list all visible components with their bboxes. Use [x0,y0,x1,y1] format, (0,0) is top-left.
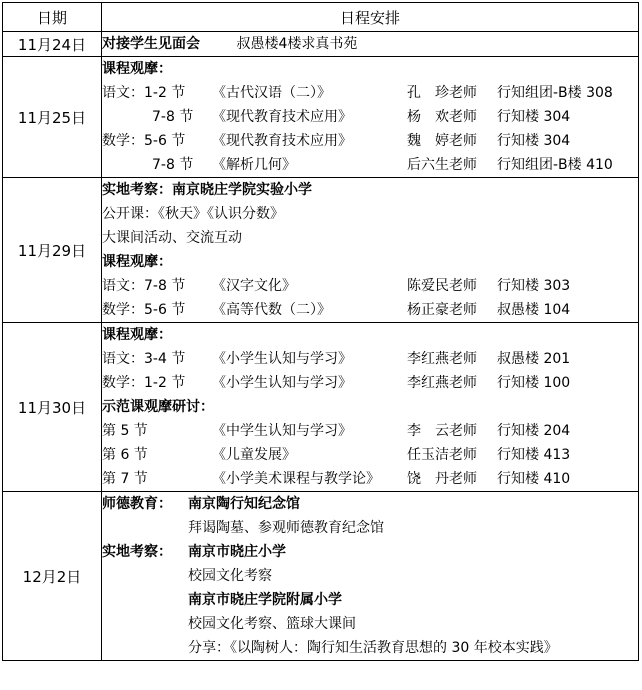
event-title: 对接学生见面会 [102,36,200,52]
section-heading: 示范课观摩研讨： [102,399,214,415]
ethics-place: 南京陶行知纪念馆 [188,496,300,512]
date-cell: 11月30日 [3,323,102,492]
ethics-activity: 拜谒陶墓、参观师德教育纪念馆 [188,520,384,536]
list-item [102,153,638,177]
list-item [102,274,638,298]
course-name: 《小学生认知与学习》 [212,375,352,391]
list-item [102,347,638,371]
class-time: 语文：1-2 节 [102,85,186,101]
open-class: 公开课：《秋天》《认识分数》 [102,206,284,222]
ethics-label: 师德教育： [102,496,172,512]
teacher-name: 饶 丹老师 [407,471,477,487]
schedule-cell [102,178,639,323]
teacher-name: 李 云老师 [407,423,477,439]
schedule-cell [102,57,639,178]
classroom: 行知楼 304 [497,133,571,149]
class-time: 第 6 节 [102,447,148,463]
date-cell: 11月29日 [3,178,102,323]
header-date: 日期 [3,3,102,32]
teacher-name: 任玉洁老师 [407,447,477,463]
class-time: 第 7 节 [102,471,148,487]
teacher-name: 李红燕老师 [407,351,477,367]
schedule-cell [102,492,639,661]
teacher-name: 杨 欢老师 [407,109,477,125]
list-item [102,298,638,322]
list-item [102,419,638,443]
day-row-dec2 [3,492,639,661]
course-name: 《小学美术课程与教学论》 [212,471,380,487]
classroom: 行知组团-B楼 410 [497,157,613,173]
date-cell: 11月25日 [3,57,102,178]
teacher-name: 陈爱民老师 [407,278,477,294]
class-time: 7-8 节 [152,109,194,125]
schedule-cell [102,323,639,492]
day-row-nov30 [3,323,639,492]
course-name: 《中学生认知与学习》 [212,423,352,439]
course-name: 《解析几何》 [212,157,296,173]
list-item [102,105,638,129]
teacher-name: 李红燕老师 [407,375,477,391]
classroom: 叔愚楼 201 [497,351,571,367]
classroom: 行知楼 204 [497,423,571,439]
day-row-nov25 [3,57,639,178]
list-item [102,443,638,467]
share-talk: 分享：《以陶树人：陶行知生活教育思想的 30 年校本实践》 [188,640,558,656]
class-time: 数学：5-6 节 [102,302,186,318]
class-time: 7-8 节 [152,157,194,173]
list-item [102,129,638,153]
course-name: 《高等代数（二）》 [212,302,331,318]
course-name: 《汉字文化》 [212,278,296,294]
section-heading: 课程观摩： [102,327,172,343]
class-time: 数学：5-6 节 [102,133,186,149]
teacher-name: 魏 婷老师 [407,133,477,149]
school-activity: 校园文化考察、篮球大课间 [188,616,356,632]
course-name: 《小学生认知与学习》 [212,351,352,367]
header-schedule: 日程安排 [102,3,639,32]
date-cell: 12月2日 [3,492,102,661]
event-location: 叔愚楼4楼求真书苑 [236,36,358,52]
list-item [102,467,638,491]
field-label: 实地考察： [102,182,172,198]
class-time: 第 5 节 [102,423,148,439]
activity: 大课间活动、交流互动 [102,230,242,246]
date-cell: 11月24日 [3,32,102,57]
class-time: 数学：1-2 节 [102,375,186,391]
teacher-name: 杨正豪老师 [407,302,477,318]
teacher-name: 孔 珍老师 [407,85,477,101]
list-item [102,81,638,105]
day-row-nov29 [3,178,639,323]
day-row-nov24 [3,32,639,57]
course-name: 《现代教育技术应用》 [212,133,352,149]
course-name: 《儿童发展》 [212,447,296,463]
schedule-table [2,2,639,661]
header-row [3,3,639,32]
classroom: 行知楼 304 [497,109,571,125]
list-item [102,371,638,395]
field-label: 实地考察： [102,544,172,560]
classroom: 行知楼 410 [497,471,571,487]
section-heading: 课程观摩： [102,254,172,270]
classroom: 行知楼 303 [497,278,571,294]
school-name: 南京市晓庄小学 [188,544,286,560]
field-school: 南京晓庄学院实验小学 [172,182,312,198]
classroom: 行知组团-B楼 308 [497,85,613,101]
section-heading: 课程观摩： [102,61,172,77]
classroom: 行知楼 413 [497,447,571,463]
classroom: 叔愚楼 104 [497,302,571,318]
course-name: 《现代教育技术应用》 [212,109,352,125]
class-time: 语文：7-8 节 [102,278,186,294]
school-activity: 校园文化考察 [188,568,272,584]
class-time: 语文：3-4 节 [102,351,186,367]
school-name: 南京市晓庄学院附属小学 [188,592,342,608]
course-name: 《古代汉语（二）》 [212,85,331,101]
schedule-cell [102,32,639,57]
classroom: 行知楼 100 [497,375,571,391]
teacher-name: 后六生老师 [407,157,477,173]
